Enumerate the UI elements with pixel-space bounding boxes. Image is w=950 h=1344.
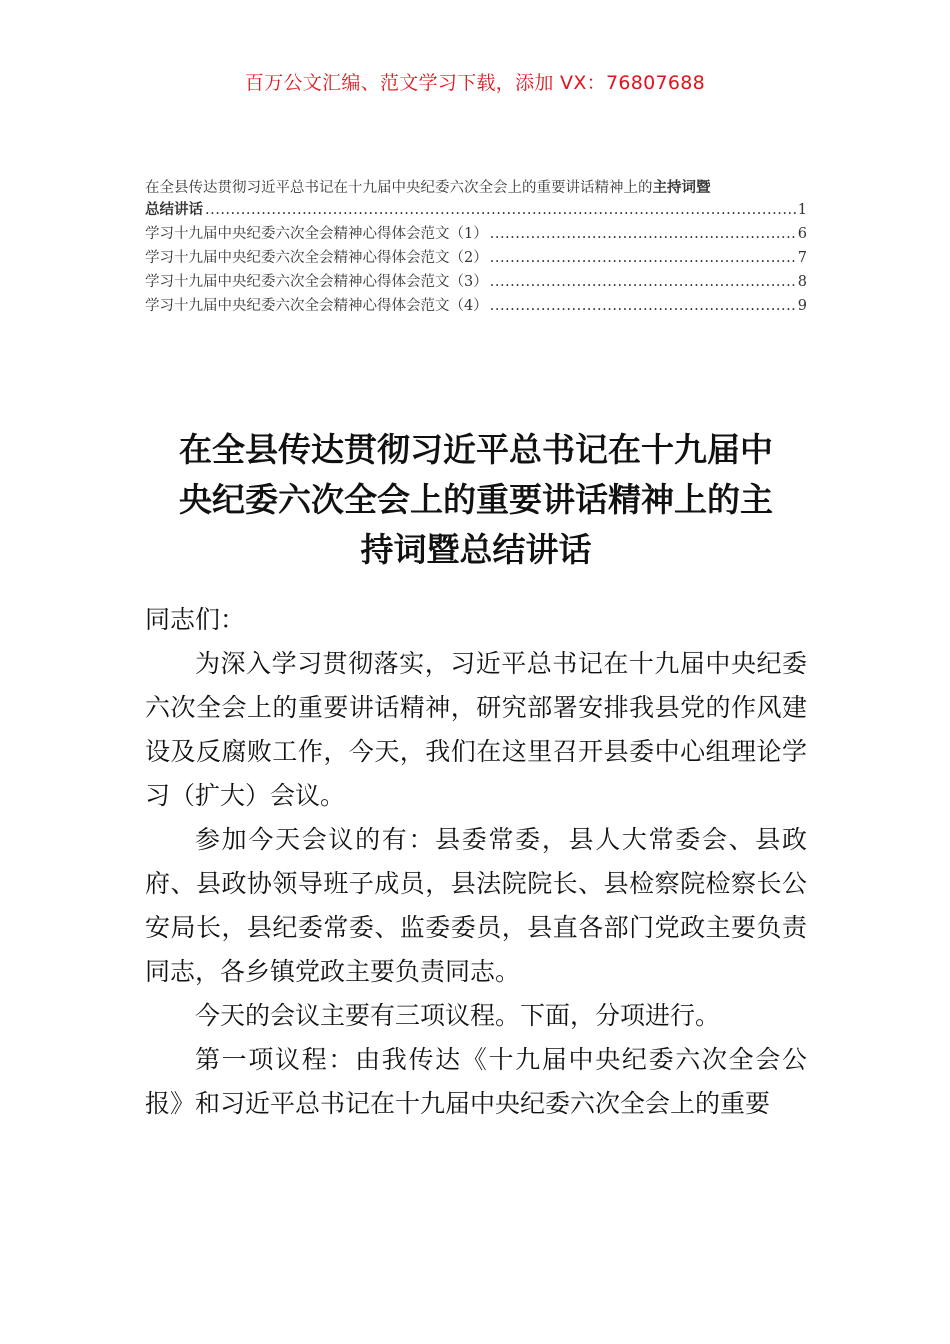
paragraph-1: 为深入学习贯彻落实，习近平总书记在十九届中央纪委六次全会上的重要讲话精神，研究部署安排我县党的作风建设及反腐败工作，今天，我们在这里召开县委中心组理论学习（扩大）会议。 — [145, 649, 807, 810]
toc-leader-dots — [490, 294, 796, 318]
toc-entry-page: 9 — [797, 298, 807, 314]
toc-leader-dots — [205, 198, 796, 222]
toc-leader-dots — [490, 222, 796, 246]
toc-entry-1-title-normal: 在全县传达贯彻习近平总书记在十九届中央纪委六次全会上的重要讲话精神上的 — [145, 180, 653, 196]
table-of-contents — [145, 178, 807, 318]
toc-entry-page: 8 — [797, 274, 807, 290]
document-body — [145, 598, 807, 1126]
toc-leader-dots — [490, 270, 796, 294]
toc-entry-5[interactable] — [145, 294, 807, 318]
toc-entry-title: 学习十九届中央纪委六次全会精神心得体会范文（1） — [145, 226, 488, 242]
toc-entry-title: 学习十九届中央纪委六次全会精神心得体会范文（3） — [145, 274, 488, 290]
toc-entry-page: 6 — [797, 226, 807, 242]
watermark-header: 百万公文汇编、范文学习下载，添加 VX：76807688 — [244, 72, 706, 94]
title-line-3: 持词暨总结讲话 — [360, 530, 592, 569]
toc-entry-3[interactable] — [145, 246, 807, 270]
toc-entry-1-title-cont: 总结讲话 — [145, 202, 203, 218]
toc-entry-page: 7 — [797, 250, 807, 266]
salutation: 同志们： — [145, 605, 246, 634]
toc-entry-2[interactable] — [145, 222, 807, 246]
title-line-2: 央纪委六次全会上的重要讲话精神上的主 — [179, 480, 773, 519]
toc-entry-1-title-bold: 主持词暨 — [652, 180, 711, 196]
toc-entry-1-line1[interactable] — [145, 178, 807, 198]
toc-entry-title: 学习十九届中央纪委六次全会精神心得体会范文（2） — [145, 250, 488, 266]
title-line-1: 在全县传达贯彻习近平总书记在十九届中 — [179, 430, 773, 469]
toc-entry-title: 学习十九届中央纪委六次全会精神心得体会范文（4） — [145, 298, 488, 314]
toc-entry-1-page: 1 — [797, 202, 807, 218]
paragraph-3: 今天的会议主要有三项议程。下面，分项进行。 — [195, 1001, 721, 1030]
paragraph-4: 第一项议程：由我传达《十九届中央纪委六次全会公报》和习近平总书记在十九届中央纪委六次全会上的重要 — [145, 1045, 807, 1118]
toc-entry-1-line2[interactable] — [145, 198, 807, 222]
toc-leader-dots — [490, 246, 796, 270]
document-title — [145, 425, 807, 575]
toc-entry-4[interactable] — [145, 270, 807, 294]
paragraph-2: 参加今天会议的有：县委常委，县人大常委会、县政府、县政协领导班子成员，县法院院长、县检察院检察长公安局长，县纪委常委、监委委员，县直各部门党政主要负责同志，各乡镇党政主要负责同志。 — [145, 825, 807, 986]
